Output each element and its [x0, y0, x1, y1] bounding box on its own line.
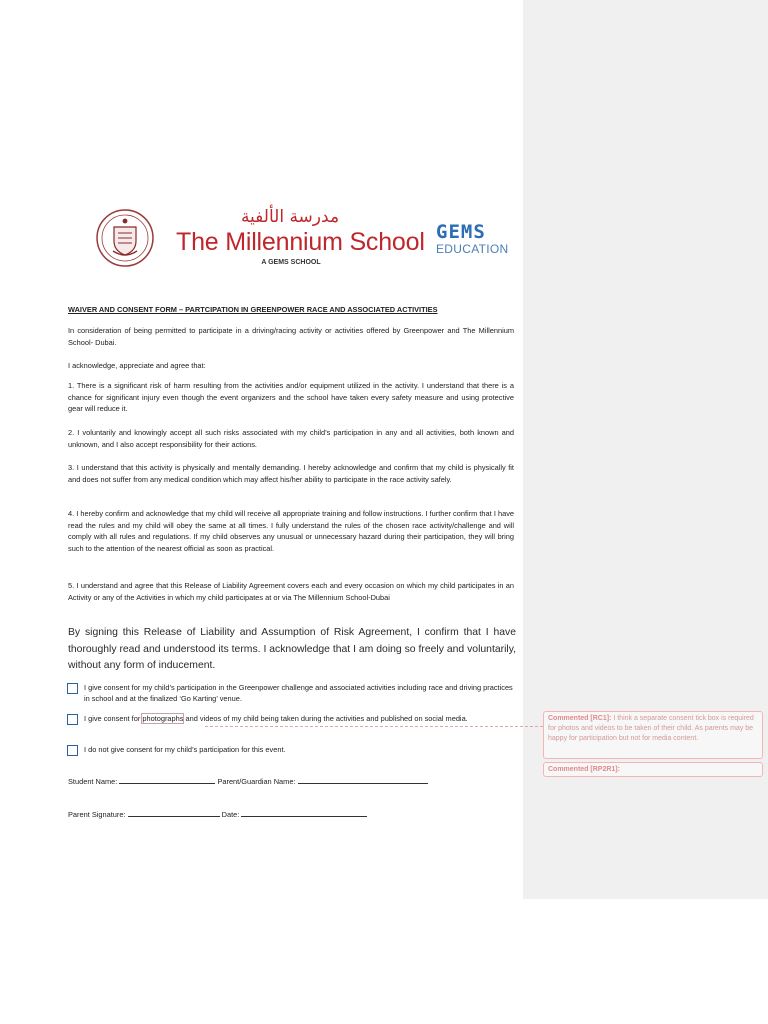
- commented-word-highlight[interactable]: photographs: [142, 714, 184, 723]
- gems-education-logo: [436, 222, 508, 262]
- name-fields-row: [68, 775, 428, 786]
- student-name-field[interactable]: [119, 775, 215, 784]
- comment-rc1-body: I think a separate consent tick box is required for photos and videos to be taken of their child. As parents may be happy for participation but not for media content.: [548, 715, 754, 742]
- consent-decline-label: I do not give consent for my child’s participation for this event.: [84, 745, 286, 754]
- consent-media-label: [84, 713, 516, 724]
- comment-rc1-author: Commented [RC1]:: [548, 715, 612, 722]
- parent-signature-field[interactable]: [128, 808, 220, 817]
- clause-1: 1. There is a significant risk of harm resulting from the activities and/or equipment utilized in the activity. I understand that there is a chance for significant injury even though the event organizers and the school have taken every safety measure and using protective gear will reduce it.: [68, 381, 514, 414]
- clause-2: 2. I voluntarily and knowingly accept all such risks associated with my child’s participation in any and all activities, both known and unknown, and I also accept responsibility for their actions.: [68, 428, 514, 449]
- consent-participation-checkbox[interactable]: [67, 683, 78, 694]
- gems-wordmark: GEMS: [436, 221, 486, 243]
- guardian-name-label: Parent/Guardian Name:: [217, 777, 296, 786]
- clause-5: 5. I understand and agree that this Release of Liability Agreement covers each and every occasion on which my child participates in an Activity or any of the Activities in which my child participates at or via The Millennium School-Dubai: [68, 581, 514, 602]
- guardian-name-field[interactable]: [298, 775, 428, 784]
- consent-participation-label: I give consent for my child’s participation in the Greenpower challenge and associated activities including race and driving practices in school and at the finalized ‘Go Karting’ venue.: [84, 683, 513, 704]
- consent-decline-checkbox[interactable]: [67, 745, 78, 756]
- markup-pane-bottom: [523, 899, 768, 1024]
- consent-media-checkbox[interactable]: [67, 714, 78, 725]
- school-subtitle: A GEMS SCHOOL: [261, 259, 321, 266]
- acknowledge-line: I acknowledge, appreciate and agree that:: [68, 361, 206, 370]
- student-name-label: Student Name:: [68, 777, 118, 786]
- comment-connector-line: [205, 726, 543, 727]
- consent-media-text-after: and videos of my child being taken during the activities and published on social media.: [183, 714, 468, 723]
- school-name: The Millennium School: [176, 228, 425, 256]
- clause-4: 4. I hereby confirm and acknowledge that my child will receive all appropriate training and follow instructions. I further confirm that I have read the rules and my child will obey the same at all times. I fully understand the rules of the chosen race activity/challenge and will comply with all rules and regulations. If my child observes any unusual or unnecessary hazard during their participation, they will bring such to the attention of the nearest official as soon as practical.: [68, 509, 514, 553]
- comment-rp2r1-author: Commented [RP2R1]:: [548, 766, 620, 773]
- clause-3: 3. I understand that this activity is physically and mentally demanding. I hereby acknowledge and confirm that my child is physically fit and does not suffer from any medical condition which may affect his/her ability to participate in the race activity safely.: [68, 463, 514, 484]
- parent-signature-label: Parent Signature:: [68, 810, 126, 819]
- intro-paragraph: In consideration of being permitted to participate in a driving/racing activity or activities offered by Greenpower and The Millennium School- Dubai.: [68, 326, 514, 347]
- comment-rc1[interactable]: [543, 711, 763, 759]
- comment-rp2r1[interactable]: [543, 762, 763, 777]
- consent-media-text-before: I give consent for: [84, 714, 143, 723]
- agreement-statement: By signing this Release of Liability and Assumption of Risk Agreement, I confirm that I have thoroughly read and understood its terms. I acknowledge that I am doing so freely and voluntarily, without any form of inducement.: [68, 627, 516, 672]
- gems-education-text: EDUCATION: [436, 242, 509, 256]
- arabic-school-name: مدرسة الألفية: [240, 207, 340, 227]
- signature-fields-row: [68, 808, 367, 819]
- school-crest-logo: [95, 207, 155, 269]
- date-label: Date:: [221, 810, 240, 819]
- date-field[interactable]: [241, 808, 367, 817]
- document-title: WAIVER AND CONSENT FORM – PARTCIPATION IN GREENPOWER RACE AND ASSOCIATED ACTIVITIES: [68, 305, 438, 314]
